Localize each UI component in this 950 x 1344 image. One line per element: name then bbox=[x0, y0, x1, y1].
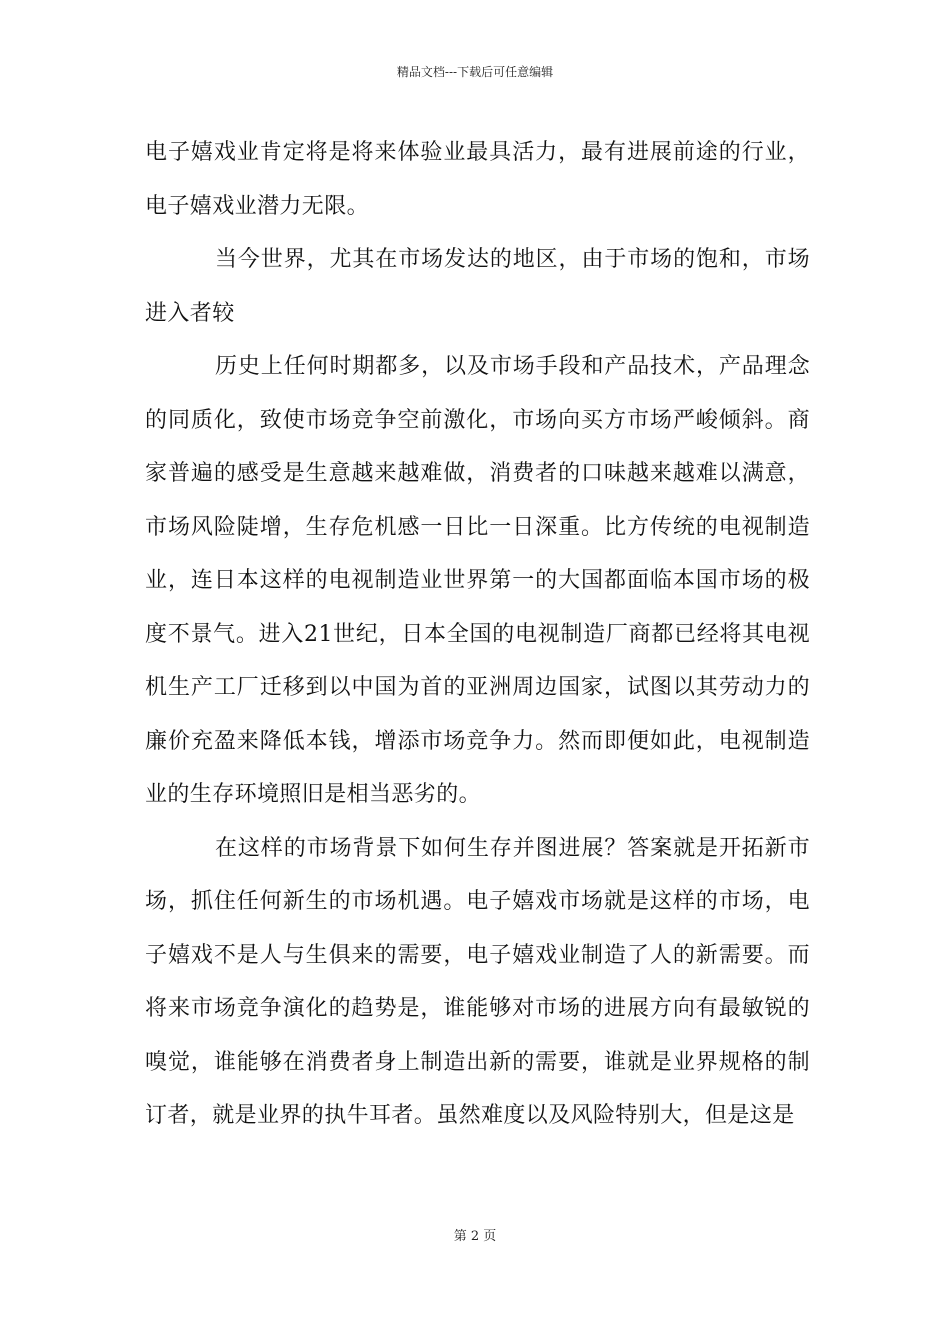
page-header: 精品文档---下载后可任意编辑 bbox=[396, 65, 554, 79]
paragraph-3: 历史上任何时期都多，以及市场手段和产品技术，产品理念的同质化，致使市场竞争空前激化，市场向买方市场严峻倾斜。商家普遍的感受是生意越来越难做，消费者的口味越来越难以满意，市场风险陡增，生存危机感一日比一日深重。比方传统的电视制造业，连日本这样的电视制造业世界第一的大国都面临本国市场的极度不景气。进入21世纪，日本全国的电视制造厂商都已经将其电视机生产工厂迁移到以中国为首的亚洲周边国家，试图以其劳动力的廉价充盈来降低本钱，增添市场竞争力。然而即便如此，电视制造业的生存环境照旧是相当恶劣的。 bbox=[145, 354, 810, 807]
page-number: 第 2 页 bbox=[453, 1229, 497, 1244]
paragraph-1: 电子嬉戏业肯定将是将来体验业最具活力，最有进展前途的行业，电子嬉戏业潜力无限。 bbox=[145, 140, 810, 219]
document-body bbox=[145, 126, 810, 1143]
paragraph-4: 在这样的市场背景下如何生存并图进展？答案就是开拓新市场，抓住任何新生的市场机遇。电子嬉戏市场就是这样的市场，电子嬉戏不是人与生俱来的需要，电子嬉戏业制造了人的新需要。而将来市场竞争演化的趋势是，谁能够对市场的进展方向有最敏锐的嗅觉，谁能够在消费者身上制造出新的需要，谁就是业界规格的制订者，就是业界的执牛耳者。虽然难度以及风险特别大，但是这是 bbox=[145, 835, 810, 1128]
paragraph-2: 当今世界，尤其在市场发达的地区，由于市场的饱和，市场进入者较 bbox=[145, 247, 810, 326]
